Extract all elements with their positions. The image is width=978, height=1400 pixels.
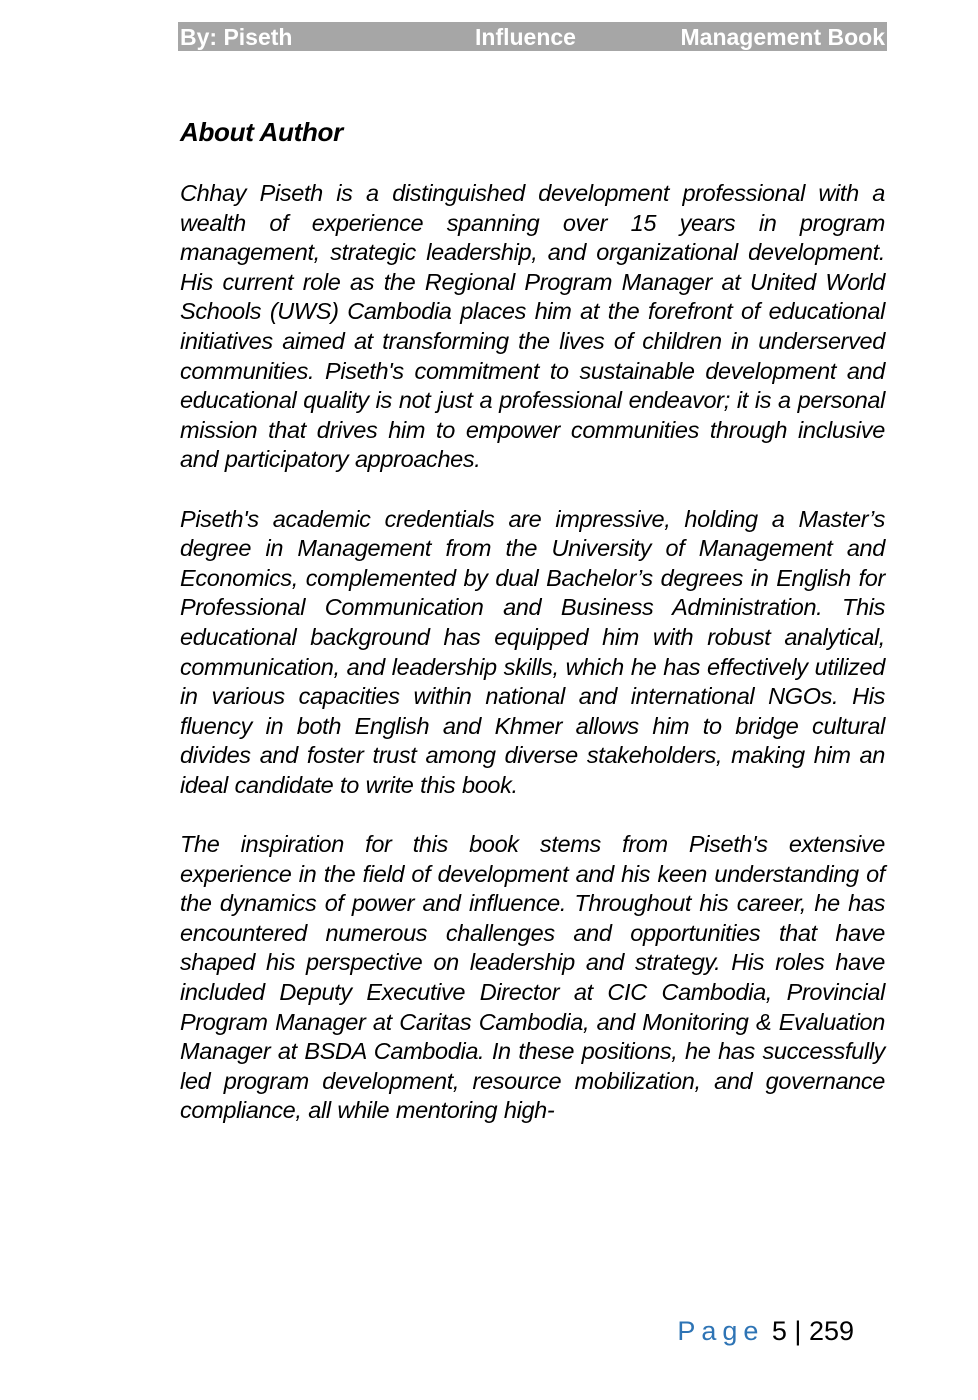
paragraph: The inspiration for this book stems from Piseth's extensive experience in the field of development and his keen understanding of the dynamics of power and influence. Throughout his career, he has encountered numerous challenges and opportunities that have shaped his perspective on leadership and strategy. His roles have included Deputy Executive Director at CIC Cambodia, Provincial Program Manager at Caritas Cambodia, and Monitoring & Evaluation Manager at BSDA Cambodia. In these positions, he has successfully led program development, resource mobilization, and governance compliance, all while mentoring high- [180, 831, 885, 1124]
section-title: About Author [180, 117, 343, 147]
page-footer [677, 1316, 854, 1347]
header-topic: Influence [475, 24, 576, 50]
header-book-title: Management Book [680, 24, 885, 50]
page-number: 5 | 259 [771, 1316, 854, 1346]
header-author: By: Piseth [180, 24, 293, 50]
section-body [180, 179, 885, 1156]
paragraph: Piseth's academic credentials are impressive, holding a Master’s degree in Management from the University of Management and Economics, complemented by dual Bachelor’s degrees in English for Professional Communication and Business Administration. This educational background has equipped him with robust analytical, communication, and leadership skills, which he has effectively utilized in various capacities within national and international NGOs. His fluency in both English and Khmer allows him to bridge cultural divides and foster trust among diverse stakeholders, making him an ideal candidate to write this book. [180, 505, 885, 798]
page-label: Page [677, 1316, 765, 1346]
paragraph: Chhay Piseth is a distinguished development professional with a wealth of experience spanning over 15 years in program management, strategic leadership, and organizational development. His current role as the Regional Program Manager at United World Schools (UWS) Cambodia places him at the forefront of educational initiatives aimed at transforming the lives of children in underserved communities. Piseth's commitment to sustainable development and educational quality is not just a professional endeavor; it is a personal mission that drives him to empower communities through inclusive and participatory approaches. [180, 180, 885, 473]
running-header [178, 22, 887, 51]
